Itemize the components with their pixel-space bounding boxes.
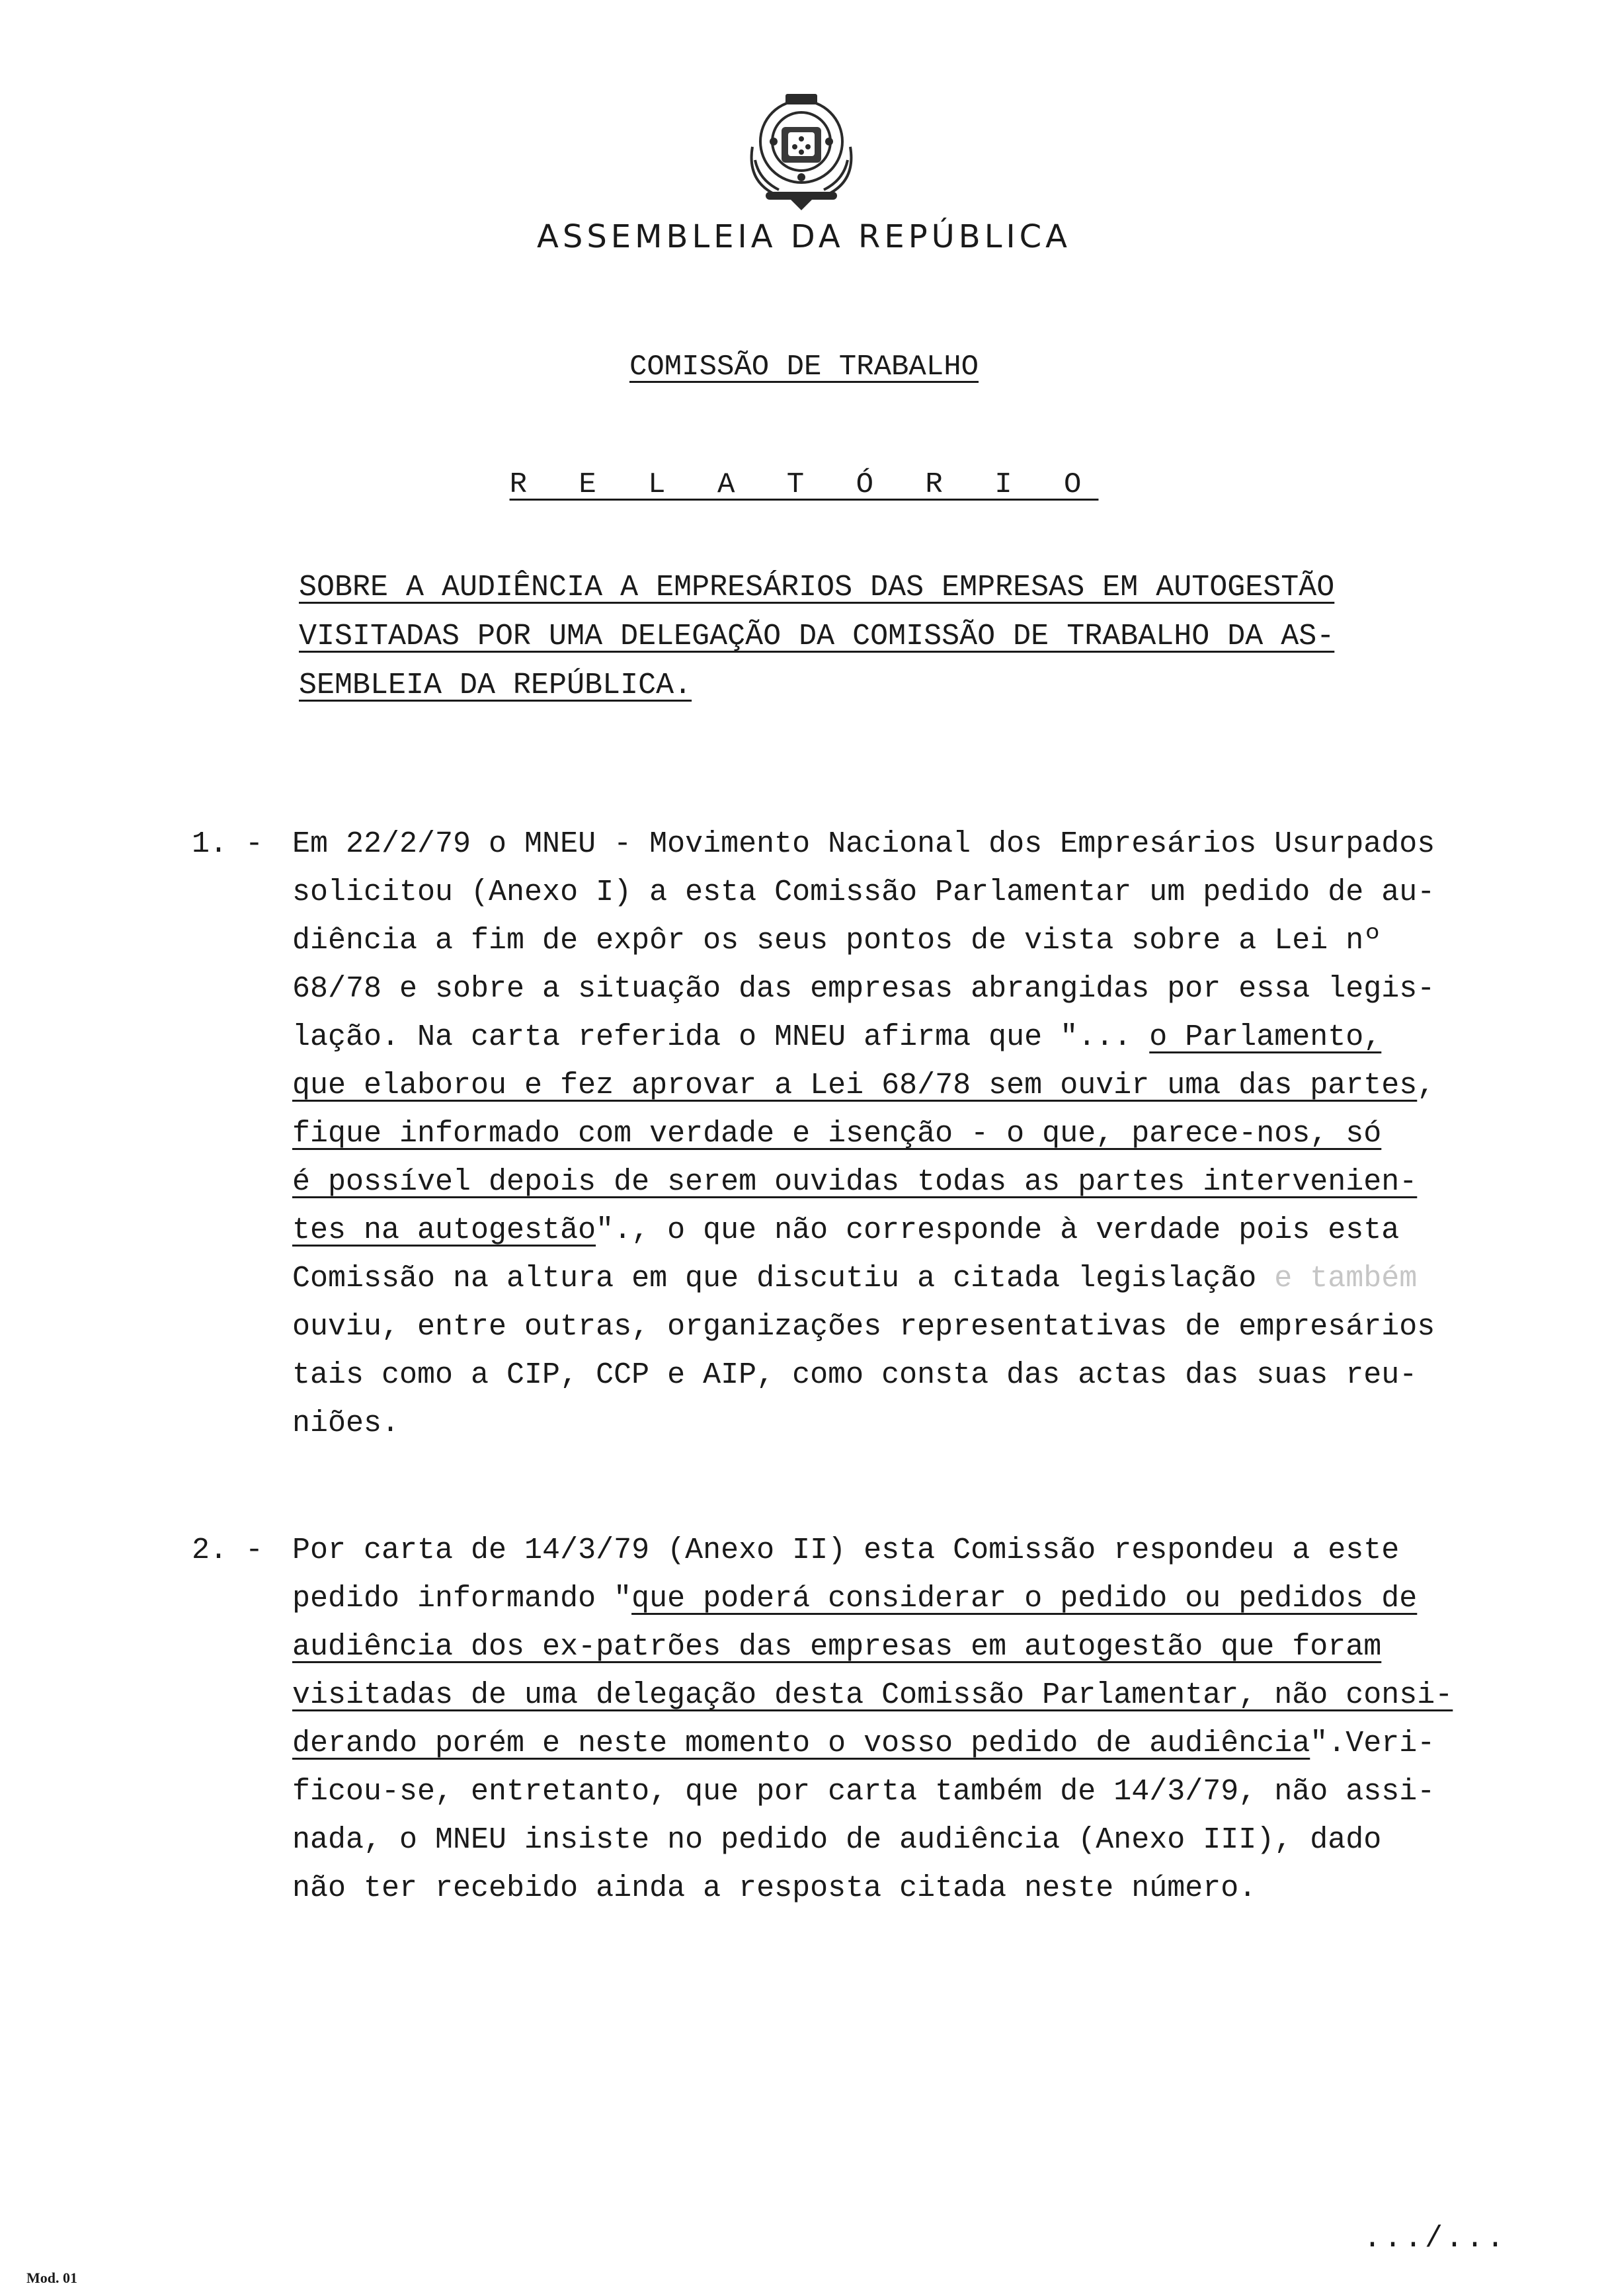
text-segment: diência a fim de expôr os seus pontos de vista sobre a Lei nº [292, 924, 1382, 958]
body-line [292, 1671, 1588, 1719]
item-number: 2. - [192, 1534, 264, 1567]
underlined-quote: que poderá considerar o pedido ou pedidos de [631, 1582, 1418, 1616]
underlined-quote: que elaborou e fez aprovar a Lei 68/78 sem ouvir uma das partes [292, 1069, 1418, 1102]
underlined-quote: tes na autogestão [292, 1213, 596, 1247]
body-line [292, 1526, 1588, 1575]
body-line [292, 1399, 1588, 1448]
item-body [292, 1526, 1588, 1912]
text-segment: 68/78 e sobre a situação das empresas abrangidas por essa legis- [292, 972, 1435, 1006]
subject-line: SOBRE A AUDIÊNCIA A EMPRESÁRIOS DAS EMPRESAS EM AUTOGESTÃO [299, 571, 1335, 604]
report-subject [299, 563, 1469, 710]
body-line [292, 1351, 1588, 1399]
underlined-quote: o Parlamento, [1149, 1020, 1382, 1054]
portuguese-coat-of-arms-icon [739, 81, 864, 213]
report-heading [0, 468, 1608, 501]
text-segment: não ter recebido ainda a resposta citada neste número. [292, 1871, 1257, 1905]
faint-text: e também [1274, 1262, 1418, 1295]
body-line [292, 1816, 1588, 1864]
body-line [292, 965, 1588, 1013]
body-line [292, 1206, 1588, 1254]
body-line [292, 1864, 1588, 1912]
item-number: 1. - [192, 827, 264, 861]
commission-title: COMISSÃO DE TRABALHO [629, 350, 979, 384]
body-line [292, 1110, 1588, 1158]
page-continuation-mark: .../... [1363, 2222, 1508, 2256]
body-line [292, 1061, 1588, 1110]
underlined-quote: fique informado com verdade e isenção - o que, parece-nos, só [292, 1117, 1382, 1151]
commission-heading [0, 350, 1608, 384]
underlined-quote: audiência dos ex-patrões das empresas em autogestão que foram [292, 1630, 1382, 1664]
text-segment: solicitou (Anexo I) a esta Comissão Parlamentar um pedido de au- [292, 876, 1435, 909]
body-line [292, 868, 1588, 917]
text-segment: nada, o MNEU insiste no pedido de audiência (Anexo III), dado [292, 1823, 1382, 1857]
underlined-quote: derando porém e neste momento o vosso pedido de audiência [292, 1727, 1310, 1760]
body-line [292, 820, 1588, 868]
text-segment: ouviu, entre outras, organizações representativas de empresários [292, 1310, 1435, 1344]
body-line [292, 917, 1588, 965]
form-code: Mod. 01 [26, 2270, 77, 2286]
underlined-quote: é possível depois de serem ouvidas todas as partes intervenien- [292, 1165, 1418, 1199]
text-segment: niões. [292, 1407, 400, 1440]
body-line [292, 1303, 1588, 1351]
report-title: R E L A T Ó R I O [509, 468, 1099, 501]
organization-name: ASSEMBLEIA DA REPÚBLICA [537, 218, 1071, 255]
item-body [292, 820, 1588, 1448]
text-segment: Por carta de 14/3/79 (Anexo II) esta Comissão respondeu a este [292, 1534, 1400, 1567]
body-line [292, 1158, 1588, 1206]
body-line [292, 1768, 1588, 1816]
body-line [292, 1575, 1588, 1623]
text-segment: ficou-se, entretanto, que por carta também de 14/3/79, não assi- [292, 1775, 1435, 1809]
text-segment: "., o que não corresponde à verdade pois esta [596, 1213, 1400, 1247]
body-line [292, 1623, 1588, 1671]
text-segment: , [1417, 1069, 1435, 1102]
body-line [292, 1013, 1588, 1061]
text-segment: ".Veri- [1310, 1727, 1435, 1760]
underlined-quote: visitadas de uma delegação desta Comissão Parlamentar, não consi- [292, 1678, 1453, 1712]
text-segment: lação. Na carta referida o MNEU afirma que "... [292, 1020, 1150, 1054]
body-line [292, 1719, 1588, 1768]
text-segment: Em 22/2/79 o MNEU - Movimento Nacional dos Empresários Usurpados [292, 827, 1435, 861]
text-segment: tais como a CIP, CCP e AIP, como consta das actas das suas reu- [292, 1358, 1418, 1392]
subject-line: SEMBLEIA DA REPÚBLICA. [299, 669, 692, 702]
subject-line: VISITADAS POR UMA DELEGAÇÃO DA COMISSÃO DE TRABALHO DA AS- [299, 620, 1335, 653]
text-segment: pedido informando " [292, 1582, 632, 1616]
body-line [292, 1254, 1588, 1303]
text-segment: Comissão na altura em que discutiu a citada legislação [292, 1262, 1275, 1295]
